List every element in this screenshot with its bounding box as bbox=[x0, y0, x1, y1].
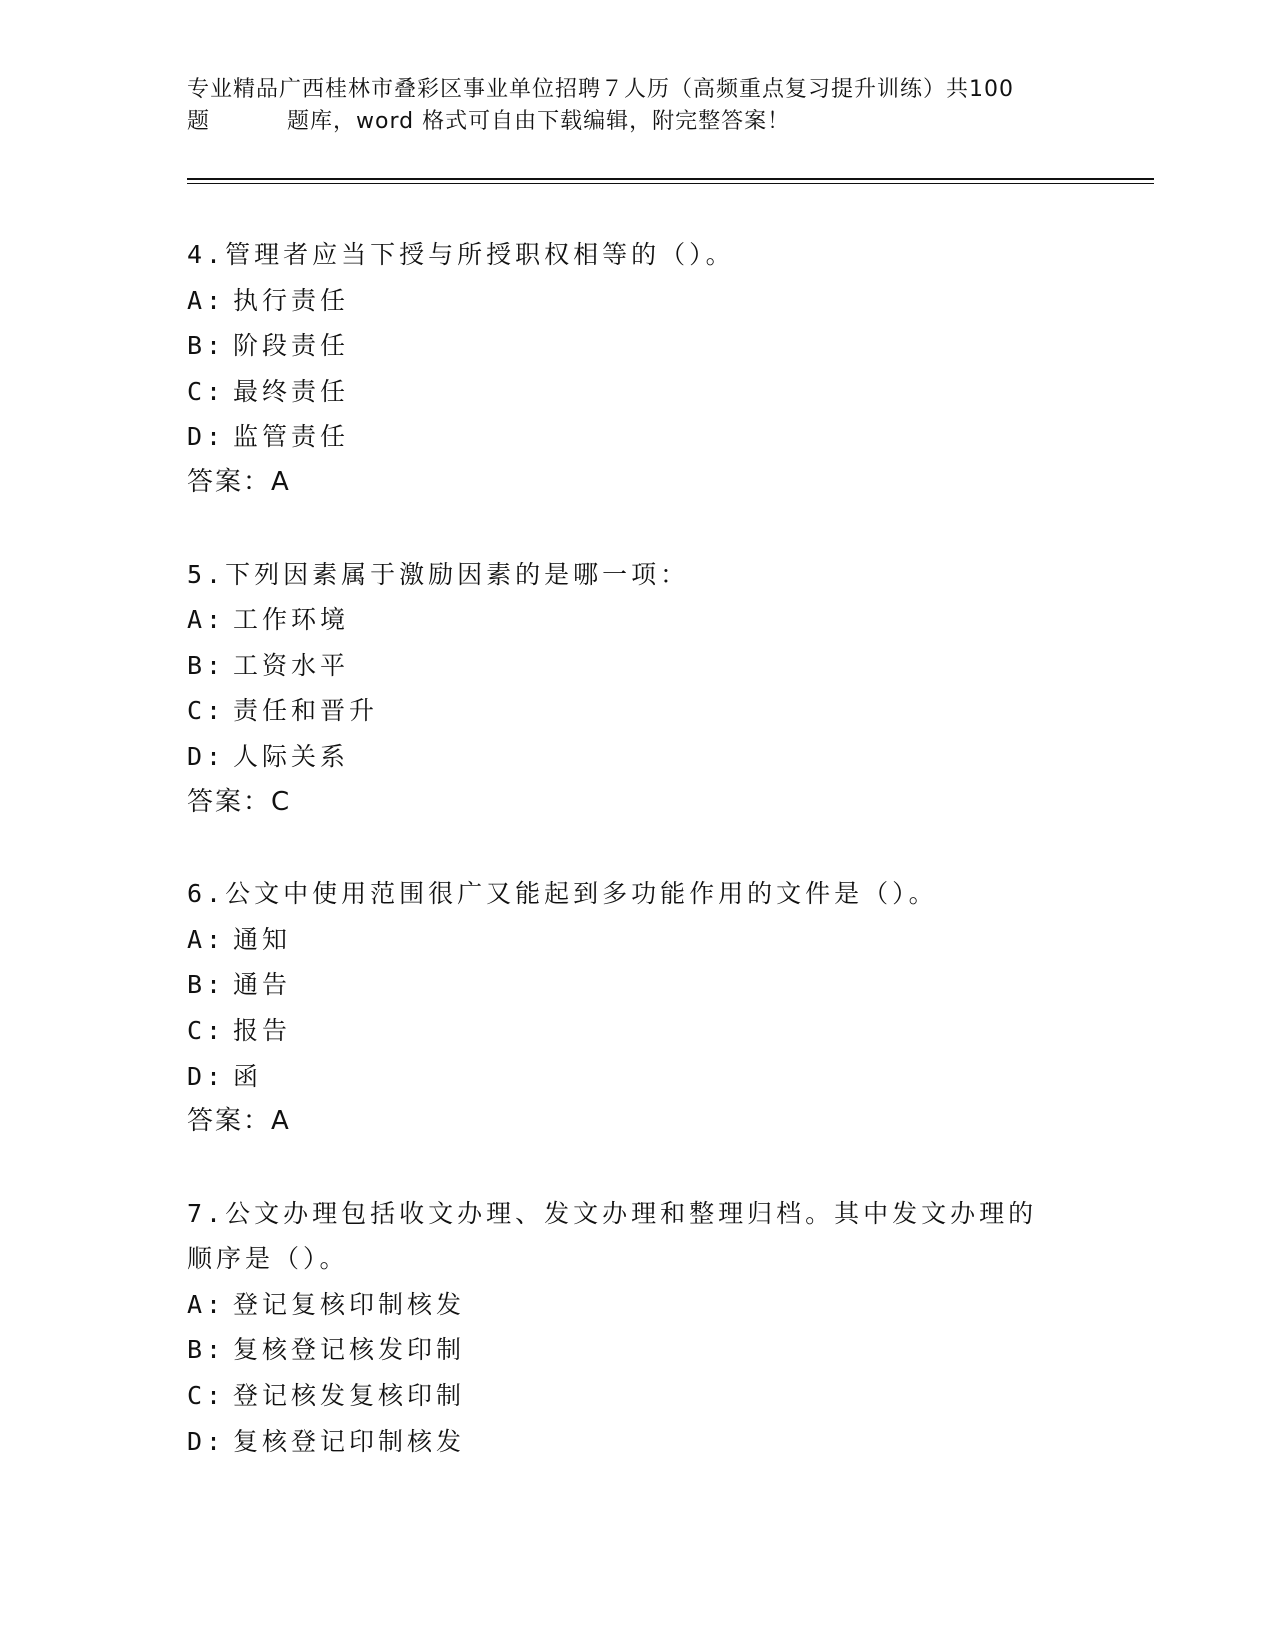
question-list bbox=[187, 232, 1087, 1510]
option-text: 人际关系 bbox=[233, 741, 350, 771]
option-text: 执行责任 bbox=[233, 285, 350, 315]
header-line-1: 专业精品广西桂林市叠彩区事业单位招聘７人历（高频重点复习提升训练）共100 bbox=[187, 77, 1014, 102]
option-letter: B: bbox=[187, 970, 226, 1000]
question-text: 5.下列因素属于激励因素的是哪一项： bbox=[187, 559, 690, 589]
header-divider-thin bbox=[187, 183, 1154, 184]
option-text: 责任和晋升 bbox=[233, 696, 379, 726]
question-6 bbox=[187, 871, 1087, 1145]
option-letter: C: bbox=[187, 376, 226, 406]
option-c bbox=[187, 1008, 1087, 1054]
option-text: 工作环境 bbox=[233, 605, 350, 635]
option-a bbox=[187, 1282, 1087, 1328]
document-header bbox=[187, 74, 1087, 138]
option-text: 登记复核印制核发 bbox=[233, 1289, 466, 1319]
option-letter: C: bbox=[187, 1015, 226, 1045]
option-b bbox=[187, 962, 1087, 1008]
option-a bbox=[187, 917, 1087, 963]
option-a bbox=[187, 597, 1087, 643]
option-letter: B: bbox=[187, 650, 226, 680]
answer-line: 答案：A bbox=[187, 1106, 291, 1137]
header-line-2 bbox=[187, 106, 1087, 138]
option-letter: A: bbox=[187, 285, 226, 315]
option-text: 登记核发复核印制 bbox=[233, 1381, 466, 1411]
question-5 bbox=[187, 552, 1087, 826]
option-letter: D: bbox=[187, 1061, 226, 1091]
question-4 bbox=[187, 232, 1087, 506]
question-text: 7.公文办理包括收文办理、发文办理和整理归档。其中发文办理的顺序是（）。 bbox=[187, 1198, 1038, 1274]
option-letter: C: bbox=[187, 696, 226, 726]
option-text: 监管责任 bbox=[233, 422, 350, 452]
option-b bbox=[187, 323, 1087, 369]
option-text: 通知 bbox=[233, 924, 292, 954]
option-letter: D: bbox=[187, 741, 226, 771]
option-letter: D: bbox=[187, 1426, 226, 1456]
option-letter: A: bbox=[187, 924, 226, 954]
answer-line: 答案：A bbox=[187, 466, 291, 497]
option-text: 通告 bbox=[233, 970, 292, 1000]
option-c bbox=[187, 369, 1087, 415]
option-d bbox=[187, 1054, 1087, 1100]
option-a bbox=[187, 278, 1087, 324]
option-text: 函 bbox=[233, 1061, 263, 1091]
option-b bbox=[187, 643, 1087, 689]
option-letter: B: bbox=[187, 1335, 226, 1365]
option-text: 阶段责任 bbox=[233, 331, 350, 361]
option-d bbox=[187, 414, 1087, 460]
option-text: 最终责任 bbox=[233, 376, 350, 406]
option-letter: C: bbox=[187, 1381, 226, 1411]
header-divider-thick bbox=[187, 178, 1154, 180]
question-text: 6.公文中使用范围很广又能起到多功能作用的文件是（）。 bbox=[187, 879, 938, 909]
header-line-2-start: 题 bbox=[187, 109, 211, 134]
option-letter: B: bbox=[187, 331, 226, 361]
option-text: 复核登记核发印制 bbox=[233, 1335, 466, 1365]
option-text: 报告 bbox=[233, 1015, 292, 1045]
option-letter: A: bbox=[187, 605, 226, 635]
option-letter: D: bbox=[187, 422, 226, 452]
option-d bbox=[187, 734, 1087, 780]
option-c bbox=[187, 1373, 1087, 1419]
option-text: 工资水平 bbox=[233, 650, 350, 680]
option-b bbox=[187, 1327, 1087, 1373]
question-7 bbox=[187, 1191, 1087, 1465]
option-letter: A: bbox=[187, 1289, 226, 1319]
header-line-2-rest: 题库，word 格式可自由下载编辑，附完整答案！ bbox=[287, 109, 791, 134]
option-d bbox=[187, 1419, 1087, 1465]
question-text: 4.管理者应当下授与所授职权相等的（）。 bbox=[187, 240, 735, 269]
answer-line: 答案：C bbox=[187, 786, 292, 817]
option-c bbox=[187, 688, 1087, 734]
option-text: 复核登记印制核发 bbox=[233, 1426, 466, 1456]
